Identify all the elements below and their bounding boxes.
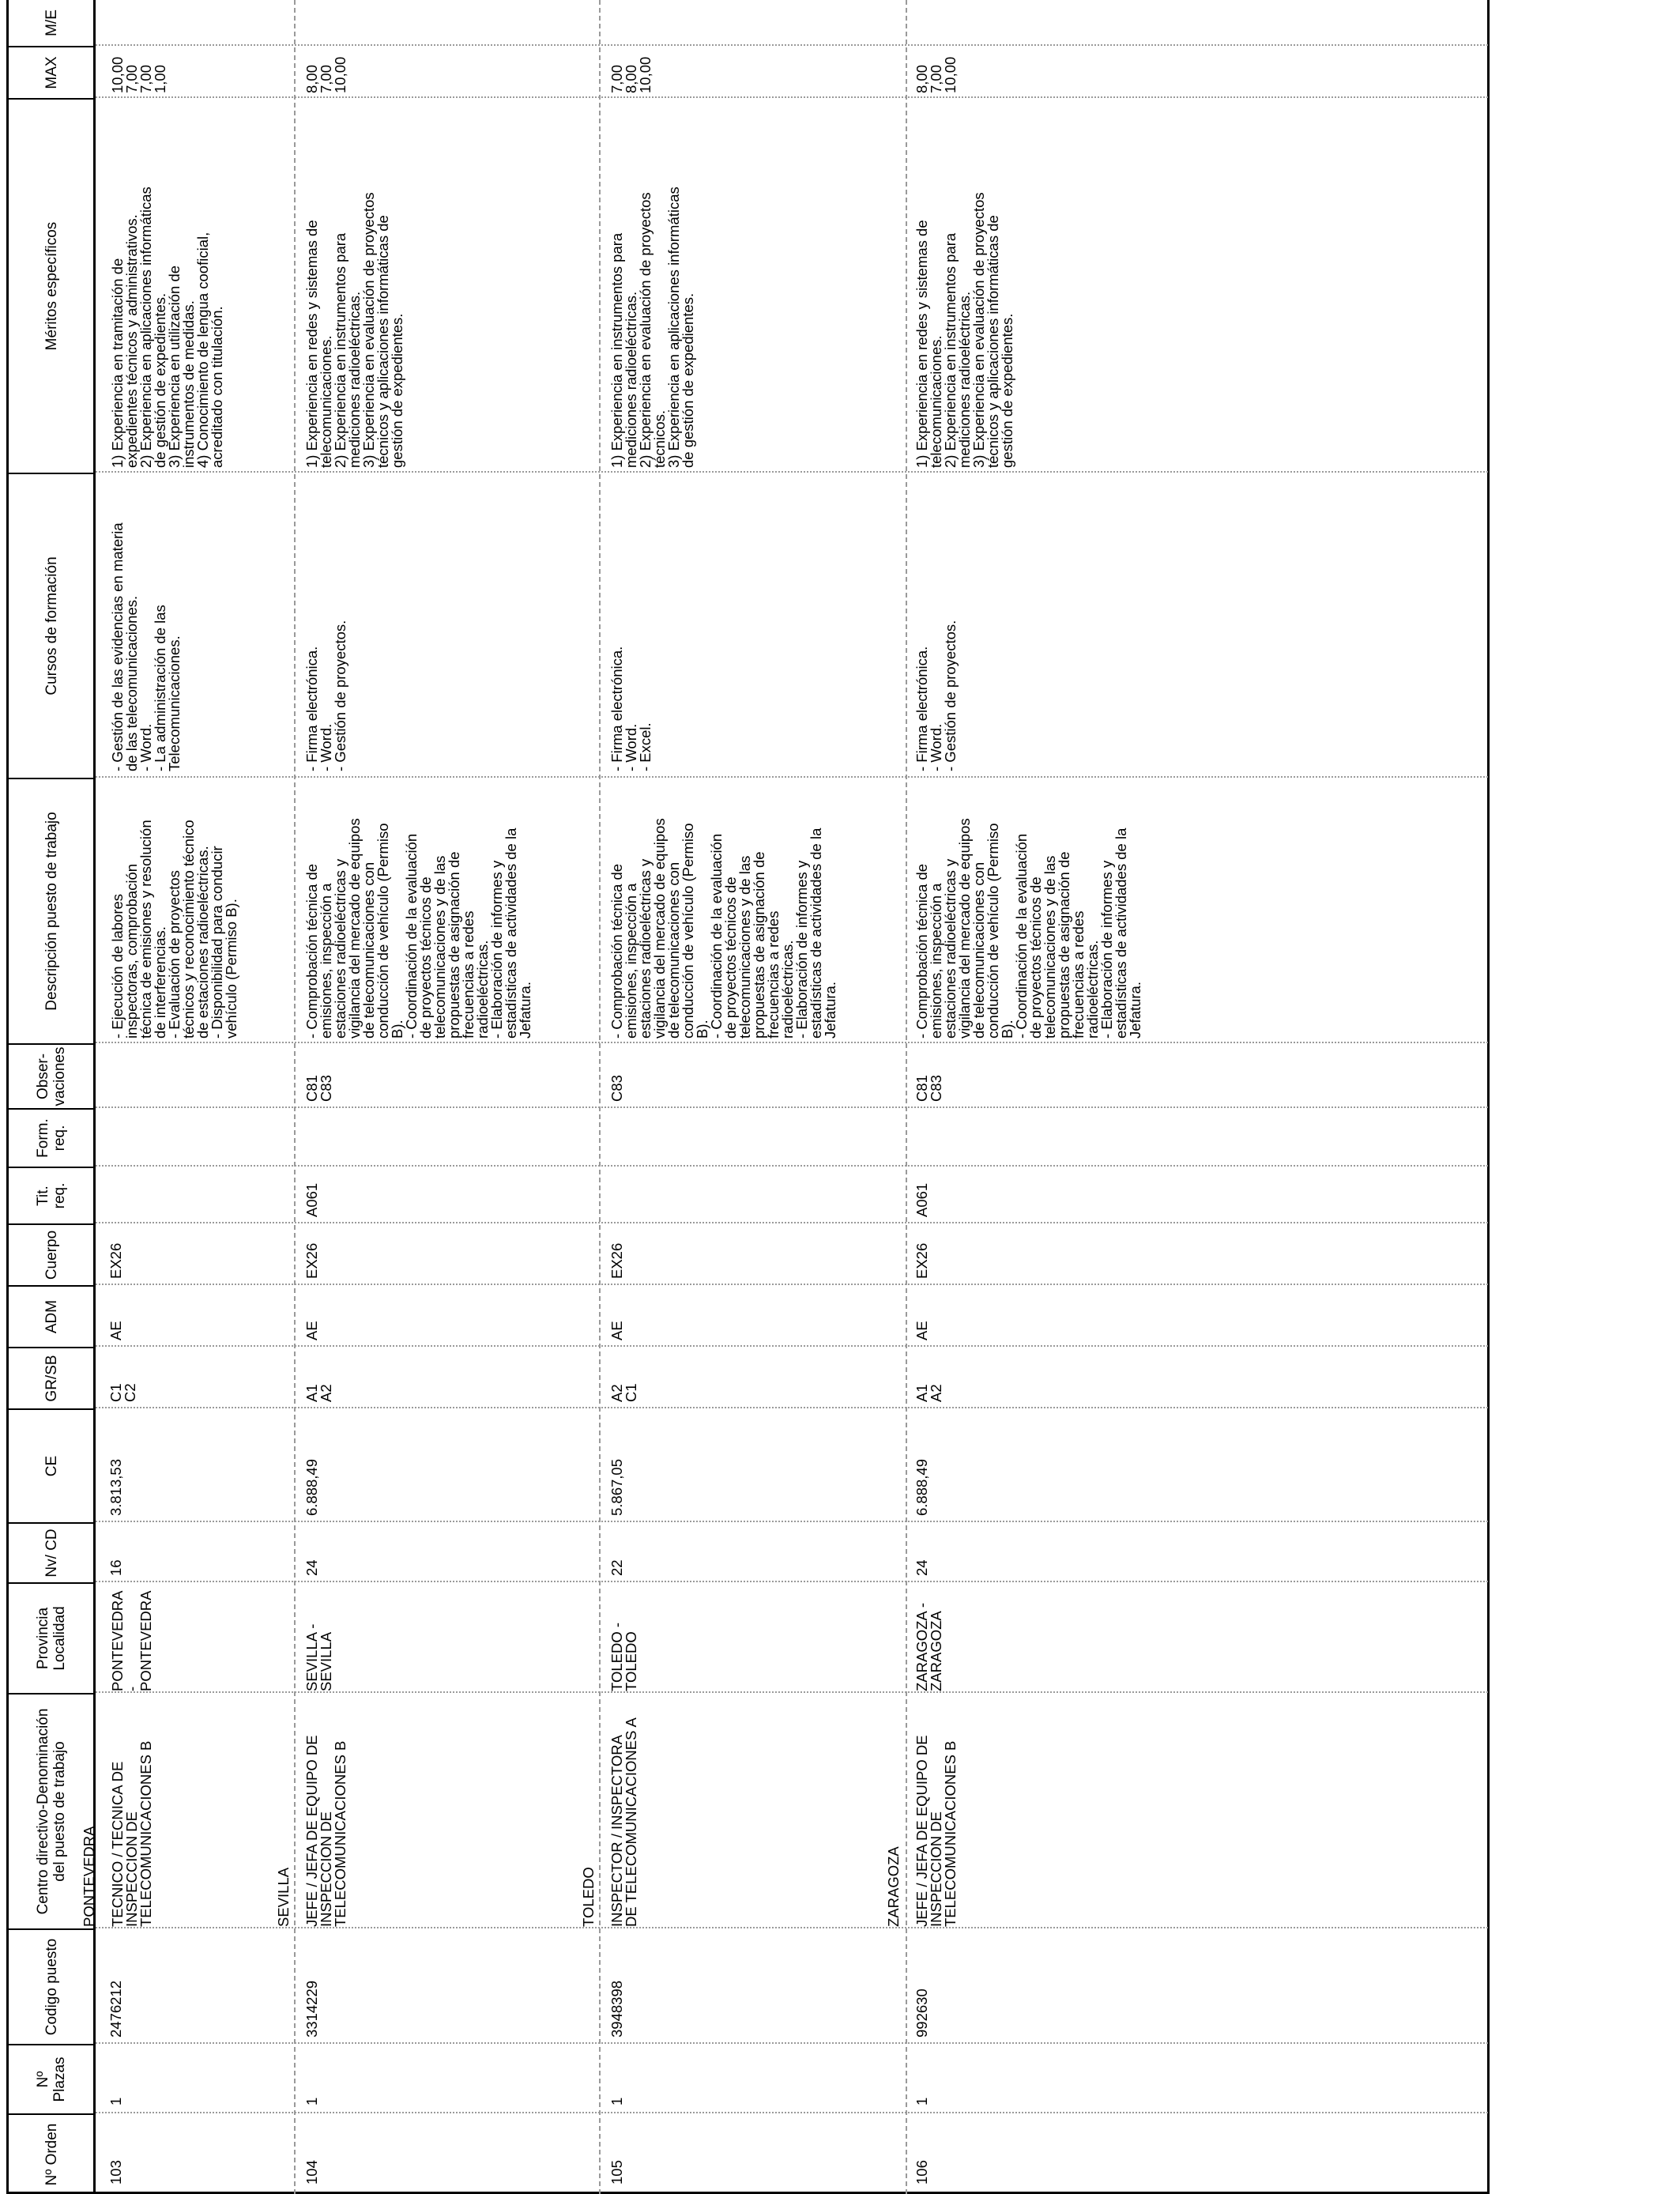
header-descripcion: Descripción puesto de trabajo	[8, 778, 95, 1043]
column-guide	[96, 1521, 1488, 1522]
max-cell: 8,00 7,00 10,00	[913, 56, 959, 93]
header-meritos: Méritos específicos	[8, 98, 95, 473]
orden-cell: 106	[913, 2160, 930, 2185]
column-guide	[96, 1691, 1488, 1693]
plazas-cell: 1	[107, 2097, 124, 2105]
ce-cell: 6.888,49	[913, 1458, 930, 1516]
denominacion-cell: JEFE / JEFA DE EQUIPO DE INSPECCION DE TELECOMUNICACIONES B	[913, 1735, 959, 1927]
cuerpo-cell: EX26	[913, 1242, 930, 1279]
header-orden: Nº Orden	[8, 2113, 95, 2194]
obs-cell: C81 C83	[303, 1075, 334, 1102]
column-guide	[96, 44, 1488, 46]
nivel-cell: 24	[913, 1559, 930, 1576]
column-guide	[96, 471, 1488, 473]
column-guide	[96, 96, 1488, 98]
centro-heading: PONTEVEDRA	[81, 1826, 97, 1927]
plazas-cell: 1	[303, 2097, 320, 2105]
centro-heading: SEVILLA	[275, 1867, 292, 1927]
provincia-cell: TOLEDO - TOLEDO	[608, 1622, 639, 1691]
meritos-cell: 1) Experiencia en instrumentos para mediciones radioeléctricas. 2) Experiencia en evaluación de proyectos técnicos. 3) Experiencia en aplicaciones informáticas de gestión de expedientes.	[608, 187, 696, 468]
header-centro: Centro directivo-Denominación del puesto de trabajo	[8, 1693, 95, 1928]
header-plazas: Nº Plazas	[8, 2044, 95, 2113]
denominacion-cell: JEFE / JEFA DE EQUIPO DE INSPECCION DE TELECOMUNICACIONES B	[303, 1735, 348, 1927]
row-separator	[294, 0, 296, 2194]
denominacion-cell: TECNICO / TECNICA DE INSPECCION DE TELECOMUNICACIONES B	[109, 1740, 154, 1927]
header-grupo: GR/SB	[8, 1347, 95, 1408]
column-guide	[96, 1927, 1488, 1928]
nivel-cell: 22	[608, 1559, 625, 1576]
column-guide	[96, 2042, 1488, 2044]
descripcion-cell: - Comprobación técnica de emisiones, inspección a estaciones radioeléctricas y vigilancia del mercado de equipos de telecomunicaciones con conducción de vehículo (Permiso B). - Coordinación de la evaluación de proyectos técnicos de telecomunicaciones y de las propuestas de asignación de frecuencias a redes radioeléctricas. - Elaboración de informes y estadísticas de actividades de la Jefatura.	[913, 818, 1143, 1039]
adm-cell: AE	[303, 1321, 320, 1340]
header-tit: Tit. req.	[8, 1167, 95, 1223]
meritos-cell: 1) Experiencia en redes y sistemas de telecomunicaciones. 2) Experiencia en instrumentos para mediciones radioeléctricas. 3) Experiencia en evaluación de proyectos técnicos y aplicaciones informáticas de gestión de expedientes.	[303, 192, 405, 468]
adm-cell: AE	[913, 1321, 930, 1340]
cursos-cell: - Firma electrónica. - Word. - Excel.	[608, 646, 654, 771]
descripcion-cell: - Ejecución de labores inspectoras, comprobación técnica de emisiones y resolución de interferencias. - Evaluación de proyectos técnicos y reconocimiento técnico de estaciones radioeléctricas. - Disponibilidad para conducir vehículo (Permiso B).	[109, 820, 239, 1039]
meritos-cell: 1) Experiencia en redes y sistemas de telecomunicaciones. 2) Experiencia en instrumentos para mediciones radioeléctricas. 3) Experiencia en evaluación de proyectos técnicos y aplicaciones informáticas de gestión de expedientes.	[913, 192, 1015, 468]
column-guide	[96, 1581, 1488, 1582]
cursos-cell: - Firma electrónica. - Word. - Gestión de proyectos.	[913, 620, 959, 771]
orden-cell: 105	[608, 2160, 625, 2185]
column-guide	[96, 1222, 1488, 1223]
adm-cell: AE	[608, 1321, 625, 1340]
header-form: Form. req.	[8, 1108, 95, 1167]
codigo-cell: 3948398	[608, 1980, 625, 2038]
grupo-cell: C1 C2	[107, 1383, 138, 1402]
ce-cell: 5.867,05	[608, 1458, 625, 1516]
cuerpo-cell: EX26	[303, 1242, 320, 1279]
nivel-cell: 24	[303, 1559, 320, 1576]
tit-cell: A061	[913, 1182, 930, 1217]
header-provincia: Provincia Localidad	[8, 1582, 95, 1693]
orden-cell: 104	[303, 2160, 320, 2185]
header-nivel: Nv/ CD	[8, 1522, 95, 1582]
header-max: MAX	[8, 46, 95, 98]
obs-cell: C81 C83	[913, 1075, 944, 1102]
cursos-cell: - Gestión de las evidencias en materia de las telecomunicaciones. - Word. - La administración de las Telecomunicaciones.	[109, 522, 183, 771]
column-guide	[96, 1345, 1488, 1347]
codigo-cell: 2476212	[107, 1980, 124, 2038]
ce-cell: 3.813,53	[107, 1458, 124, 1516]
max-cell: 10,00 7,00 7,00 1,00	[109, 56, 168, 93]
grupo-cell: A2 C1	[608, 1383, 639, 1402]
centro-heading: TOLEDO	[580, 1867, 597, 1927]
denominacion-cell: INSPECTOR / INSPECTORA DE TELECOMUNICACIONES A	[608, 1717, 639, 1927]
max-cell: 8,00 7,00 10,00	[303, 56, 348, 93]
adm-cell: AE	[107, 1321, 124, 1340]
row-separator	[599, 0, 601, 2194]
grupo-cell: A1 A2	[303, 1384, 334, 1402]
column-guide	[96, 1407, 1488, 1408]
cursos-cell: - Firma electrónica. - Word. - Gestión de proyectos.	[303, 620, 348, 771]
provincia-cell: SEVILLA - SEVILLA	[303, 1623, 334, 1691]
provincia-cell: ZARAGOZA - ZARAGOZA	[913, 1602, 944, 1691]
header-codigo: Codigo puesto	[8, 1928, 95, 2044]
column-guide	[96, 2112, 1488, 2113]
column-guide	[96, 776, 1488, 778]
header-ce: CE	[8, 1408, 95, 1522]
plazas-cell: 1	[913, 2097, 930, 2105]
descripcion-cell: - Comprobación técnica de emisiones, inspección a estaciones radioeléctricas y vigilancia del mercado de equipos de telecomunicaciones con conducción de vehículo (Permiso B). - Coordinación de la evaluación de proyectos técnicos de telecomunicaciones y de las propuestas de asignación de frecuencias a redes radioeléctricas. - Elaboración de informes y estadísticas de actividades de la Jefatura.	[303, 818, 533, 1039]
header-obs: Obser-vaciones	[8, 1043, 95, 1108]
codigo-cell: 3314229	[303, 1980, 320, 2038]
column-guide	[96, 1106, 1488, 1108]
table-bottom-border	[1487, 0, 1490, 2194]
header-adm: ADM	[8, 1285, 95, 1347]
header-me: M/E	[43, 9, 60, 36]
codigo-cell: 992630	[913, 1989, 930, 2038]
nivel-cell: 16	[107, 1559, 124, 1576]
header-cuerpo: Cuerpo	[8, 1223, 95, 1285]
orden-cell: 103	[107, 2160, 124, 2185]
tit-cell: A061	[303, 1182, 320, 1217]
meritos-cell: 1) Experiencia en tramitación de expedientes técnicos y administrativos. 2) Experiencia en aplicaciones informáticas de gestión de expedientes. 3) Experiencia en utilización de instrumentos de medidas. 4) Conocimiento de lengua cooficial, acreditado con titulación.	[109, 187, 225, 468]
column-guide	[96, 1042, 1488, 1043]
row-separator	[906, 0, 907, 2194]
column-guide	[96, 1284, 1488, 1285]
header-cursos: Cursos de formación	[8, 473, 95, 778]
ce-cell: 6.888,49	[303, 1458, 320, 1516]
column-guide	[96, 1165, 1488, 1167]
descripcion-cell: - Comprobación técnica de emisiones, inspección a estaciones radioeléctricas y vigilancia del mercado de equipos de telecomunicaciones con conducción de vehículo (Permiso B). - Coordinación de la evaluación de proyectos técnicos de telecomunicaciones y de las propuestas de asignación de frecuencias a redes radioeléctricas. - Elaboración de informes y estadísticas de actividades de la Jefatura.	[608, 818, 838, 1039]
grupo-cell: A1 A2	[913, 1384, 944, 1402]
provincia-cell: PONTEVEDRA - PONTEVEDRA	[109, 1590, 154, 1691]
plazas-cell: 1	[608, 2097, 625, 2105]
cuerpo-cell: EX26	[608, 1242, 625, 1279]
max-cell: 7,00 8,00 10,00	[608, 56, 654, 93]
centro-heading: ZARAGOZA	[885, 1846, 902, 1927]
cuerpo-cell: EX26	[107, 1242, 124, 1279]
obs-cell: C83	[608, 1075, 625, 1102]
